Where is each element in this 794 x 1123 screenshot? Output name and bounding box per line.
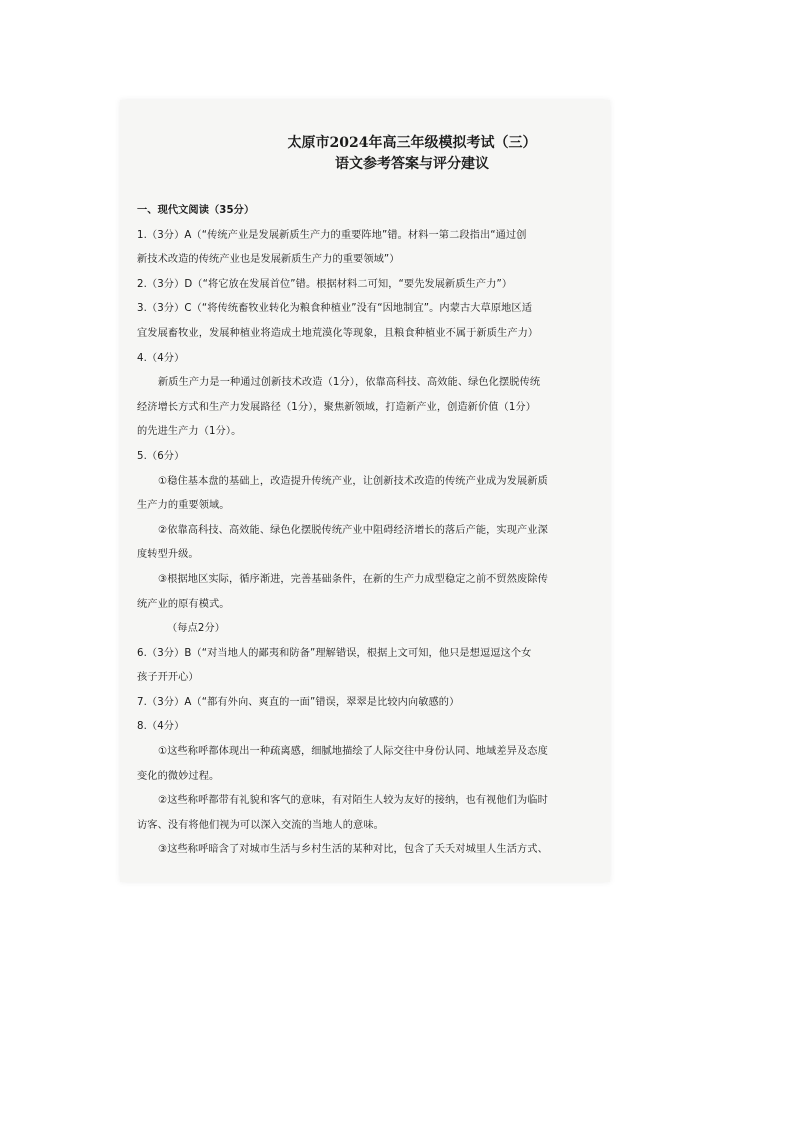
title-line-2: 语文参考答案与评分建议 <box>335 156 489 172</box>
text-line: 变化的微妙过程。 <box>137 770 220 782</box>
text-line: 的先进生产力（1分）。 <box>137 426 242 438</box>
text-line: 宜发展畜牧业，发展种植业将造成土地荒漠化等现象，且粮食种植业不属于新质生产力） <box>137 327 539 339</box>
text-line: 2.（3分）D（“将它放在发展首位”错。根据材料二可知，“要先发展新质生产力”） <box>137 278 513 290</box>
title-line-1: 太原市2024年高三年级模拟考试（三） <box>287 135 537 151</box>
text-line: （每点2分） <box>167 623 226 635</box>
text-line: 8.（4分） <box>137 721 185 733</box>
text-line: 度转型升级。 <box>137 549 199 561</box>
text-line: 新质生产力是一种通过创新技术改造（1分），依靠高科技、高效能、绿色化摆脱传统 <box>158 377 541 389</box>
text-line: ②依靠高科技、高效能、绿色化摆脱传统产业中阻碍经济增长的落后产能，实现产业深 <box>158 524 548 536</box>
text-line: ③根据地区实际，循序渐进，完善基础条件，在新的生产力成型稳定之前不贸然废除传 <box>158 573 548 585</box>
text-line: ②这些称呼都带有礼貌和客气的意味，有对陌生人较为友好的接纳，也有视他们为临时 <box>158 795 548 807</box>
text-line: 3.（3分）C（“将传统畜牧业转化为粮食种植业”没有“因地制宜”。内蒙古大草原地区适 <box>137 303 532 315</box>
text-line: ①稳住基本盘的基础上，改造提升传统产业，让创新技术改造的传统产业成为发展新质 <box>158 475 548 487</box>
section-heading: 一、现代文阅读（35分） <box>137 205 255 216</box>
text-line: 1.（3分）A（“传统产业是发展新质生产力的重要阵地”错。材料一第二段指出“通过创 <box>137 229 527 241</box>
text-line: 经济增长方式和生产力发展路径（1分），聚焦新领域，打造新产业，创造新价值（1分） <box>137 401 536 413</box>
text-line: 访客、没有将他们视为可以深入交流的当地人的意味。 <box>137 819 384 831</box>
text-line: 6.（3分）B（“对当地人的鄙夷和防备”理解错误，根据上文可知，他只是想逗逗这个女 <box>137 647 532 659</box>
text-line: 统产业的原有模式。 <box>137 598 230 610</box>
text-line: ③这些称呼暗含了对城市生活与乡村生活的某种对比，包含了夭夭对城里人生活方式、 <box>158 844 548 856</box>
text-line: 5.（6分） <box>137 450 185 462</box>
text-line: ①这些称呼都体现出一种疏离感，细腻地描绘了人际交往中身份认同、地域差异及态度 <box>158 746 548 758</box>
text-line: 孩子开开心） <box>137 672 199 684</box>
text-line: 新技术改造的传统产业也是发展新质生产力的重要领域”） <box>137 254 400 266</box>
text-line: 7.（3分）A（“都有外向、爽直的一面”错误，翠翠是比较内向敏感的） <box>137 696 460 708</box>
text-line: 4.（4分） <box>137 352 185 364</box>
answer-content <box>137 199 579 863</box>
document-title <box>0 133 794 175</box>
text-line: 生产力的重要领域。 <box>137 500 230 512</box>
